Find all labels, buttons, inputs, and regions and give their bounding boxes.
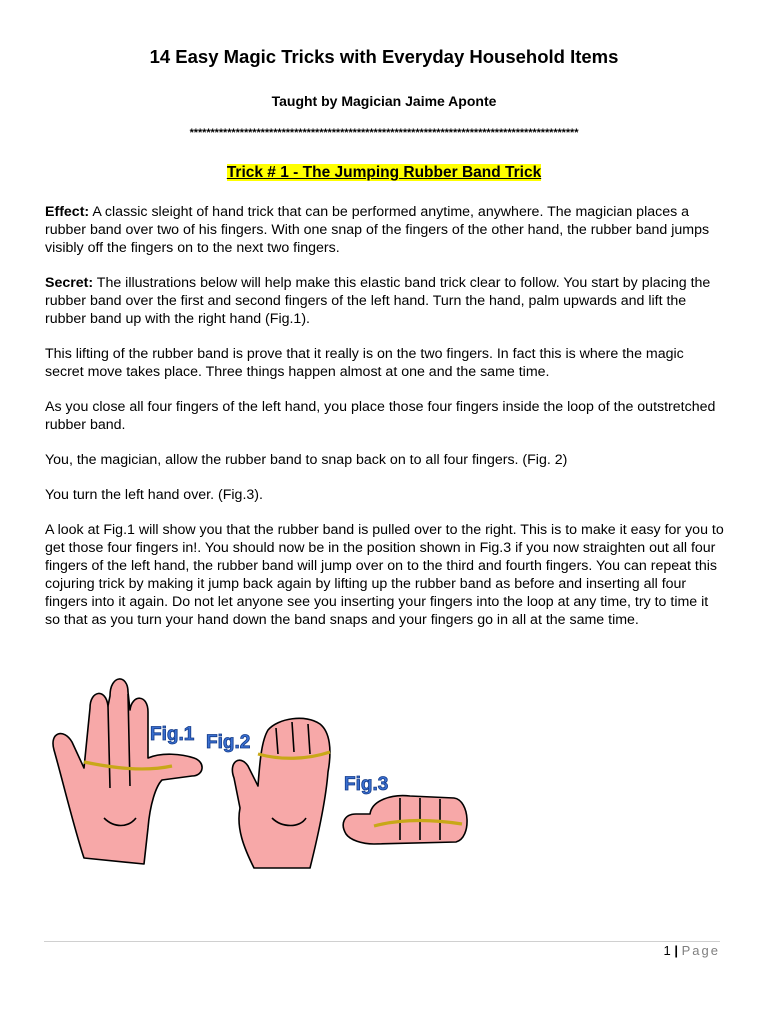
page-number: 1 [663, 943, 671, 958]
paragraph: As you close all four fingers of the left hand, you place those four fingers inside the loop of the outstretched rubber band. [45, 399, 716, 433]
fig3-label: Fig.3 [344, 774, 389, 795]
effect-text: A classic sleight of hand trick that can be performed anytime, anywhere. The magician places a rubber band over two of his fingers. With one snap of the fingers of the other hand, the rubber band jumps visibly off the fingers on to the next two fingers. [45, 204, 710, 256]
secret-label: Secret: [45, 275, 94, 291]
document-body [45, 203, 725, 646]
paragraph: You turn the left hand over. (Fig.3). [45, 487, 263, 503]
document-subtitle: Taught by Magician Jaime Aponte [271, 93, 497, 109]
fig1-label: Fig.1 [150, 724, 195, 745]
hand-illustration [44, 668, 474, 880]
trick-heading [0, 164, 768, 182]
paragraph: You, the magician, allow the rubber band to snap back on to all four fingers. (Fig. 2) [45, 452, 568, 468]
fig3-hand-drawing [343, 796, 467, 844]
paragraph: A look at Fig.1 will show you that the rubber band is pulled over to the right. This is to make it easy for you to get those four fingers in!. You should now be in the position shown in Fig.3 if you now straighten out all four fingers of the left hand, the rubber band will jump over on to the third and fourth fingers. You can repeat this cojuring trick by making it jump back again by lifting up the rubber band as before and inserting all four fingers into it again. Do not let anyone see you inserting your fingers into the loop at any time, try to time it so that as you turn your hand down the band snaps and your fingers go in all at the same time. [45, 522, 724, 628]
document-title: 14 Easy Magic Tricks with Everyday Household Items [149, 46, 619, 67]
fig2-label: Fig.2 [206, 732, 251, 753]
secret-text: The illustrations below will help make this elastic band trick clear to follow. You start by placing the rubber band over the first and second fingers of the left hand. Turn the hand, palm upwards and lift the rubber band up with the right hand (Fig.1). [45, 275, 711, 327]
footer-separator: | [670, 943, 682, 958]
separator-line: ********************************************************************************************* [189, 127, 579, 139]
fig1-hand-drawing [53, 679, 202, 864]
footer-divider [44, 941, 720, 942]
trick-heading-text: Trick # 1 - The Jumping Rubber Band Trick [226, 164, 542, 181]
secret-paragraph [45, 274, 725, 328]
page-footer [664, 943, 720, 958]
page-word: Page [681, 943, 720, 958]
effect-label: Effect: [45, 204, 90, 220]
paragraph: This lifting of the rubber band is prove that it really is on the two fingers. In fact this is where the magic secret move takes place. Three things happen almost at one and the same time. [45, 346, 684, 380]
effect-paragraph [45, 203, 725, 257]
